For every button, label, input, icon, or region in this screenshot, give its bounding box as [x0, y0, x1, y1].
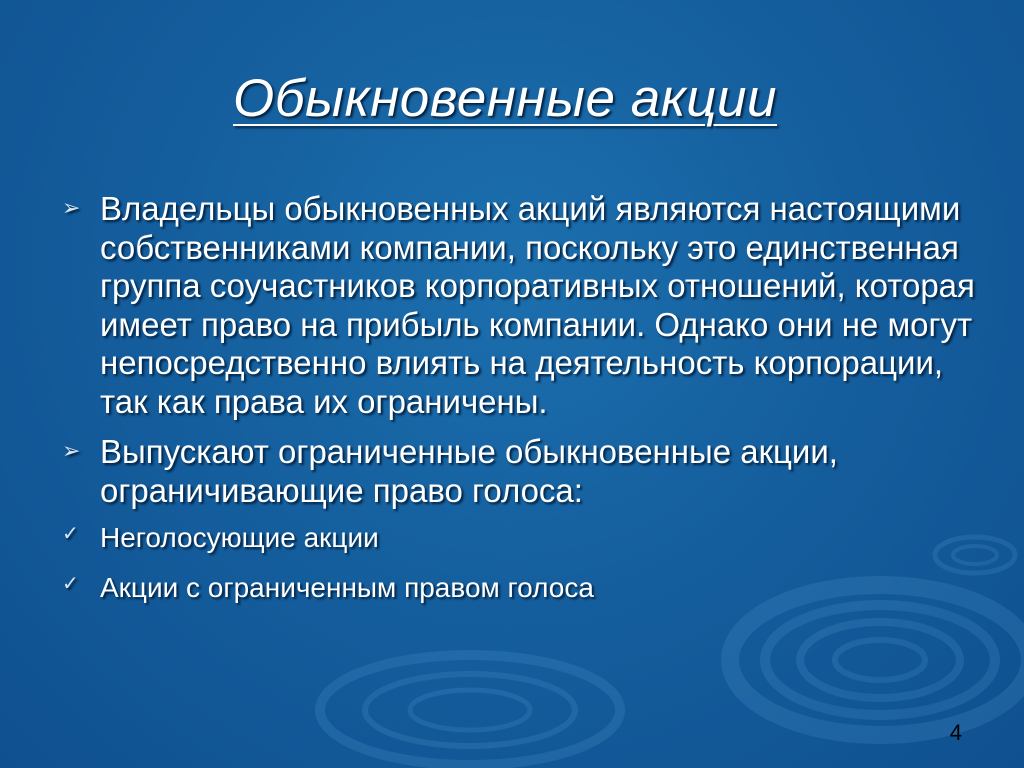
page-number: 4: [949, 720, 962, 745]
sub-bullet-text: Акции с ограниченным правом голоса: [100, 572, 594, 603]
bullet-list: [62, 190, 992, 622]
check-bullet-icon: ✓: [62, 573, 79, 595]
sub-bullet-item: [62, 522, 992, 554]
bullet-text: Выпускают ограниченные обыкновенные акции, ограничивающие право голоса:: [100, 433, 838, 509]
slide-title: Обыкновенные акции: [233, 69, 777, 128]
bullet-text: Владельцы обыкновенных акций являются настоящими собственниками компании, поскольку это единственная группа соучастников корпоративных отношений, которая имеет право на прибыль компании. Однако они не могут непосредственно влиять на деятельность корпорации, так как права их ограничены.: [100, 190, 975, 420]
bullet-item: [62, 433, 992, 510]
sub-bullet-text: Неголосующие акции: [100, 522, 379, 553]
sub-bullet-item: [62, 572, 992, 604]
arrow-bullet-icon: ➢: [62, 438, 81, 463]
bullet-item: [62, 190, 992, 421]
check-bullet-icon: ✓: [62, 523, 79, 545]
arrow-bullet-icon: ➢: [62, 195, 81, 220]
